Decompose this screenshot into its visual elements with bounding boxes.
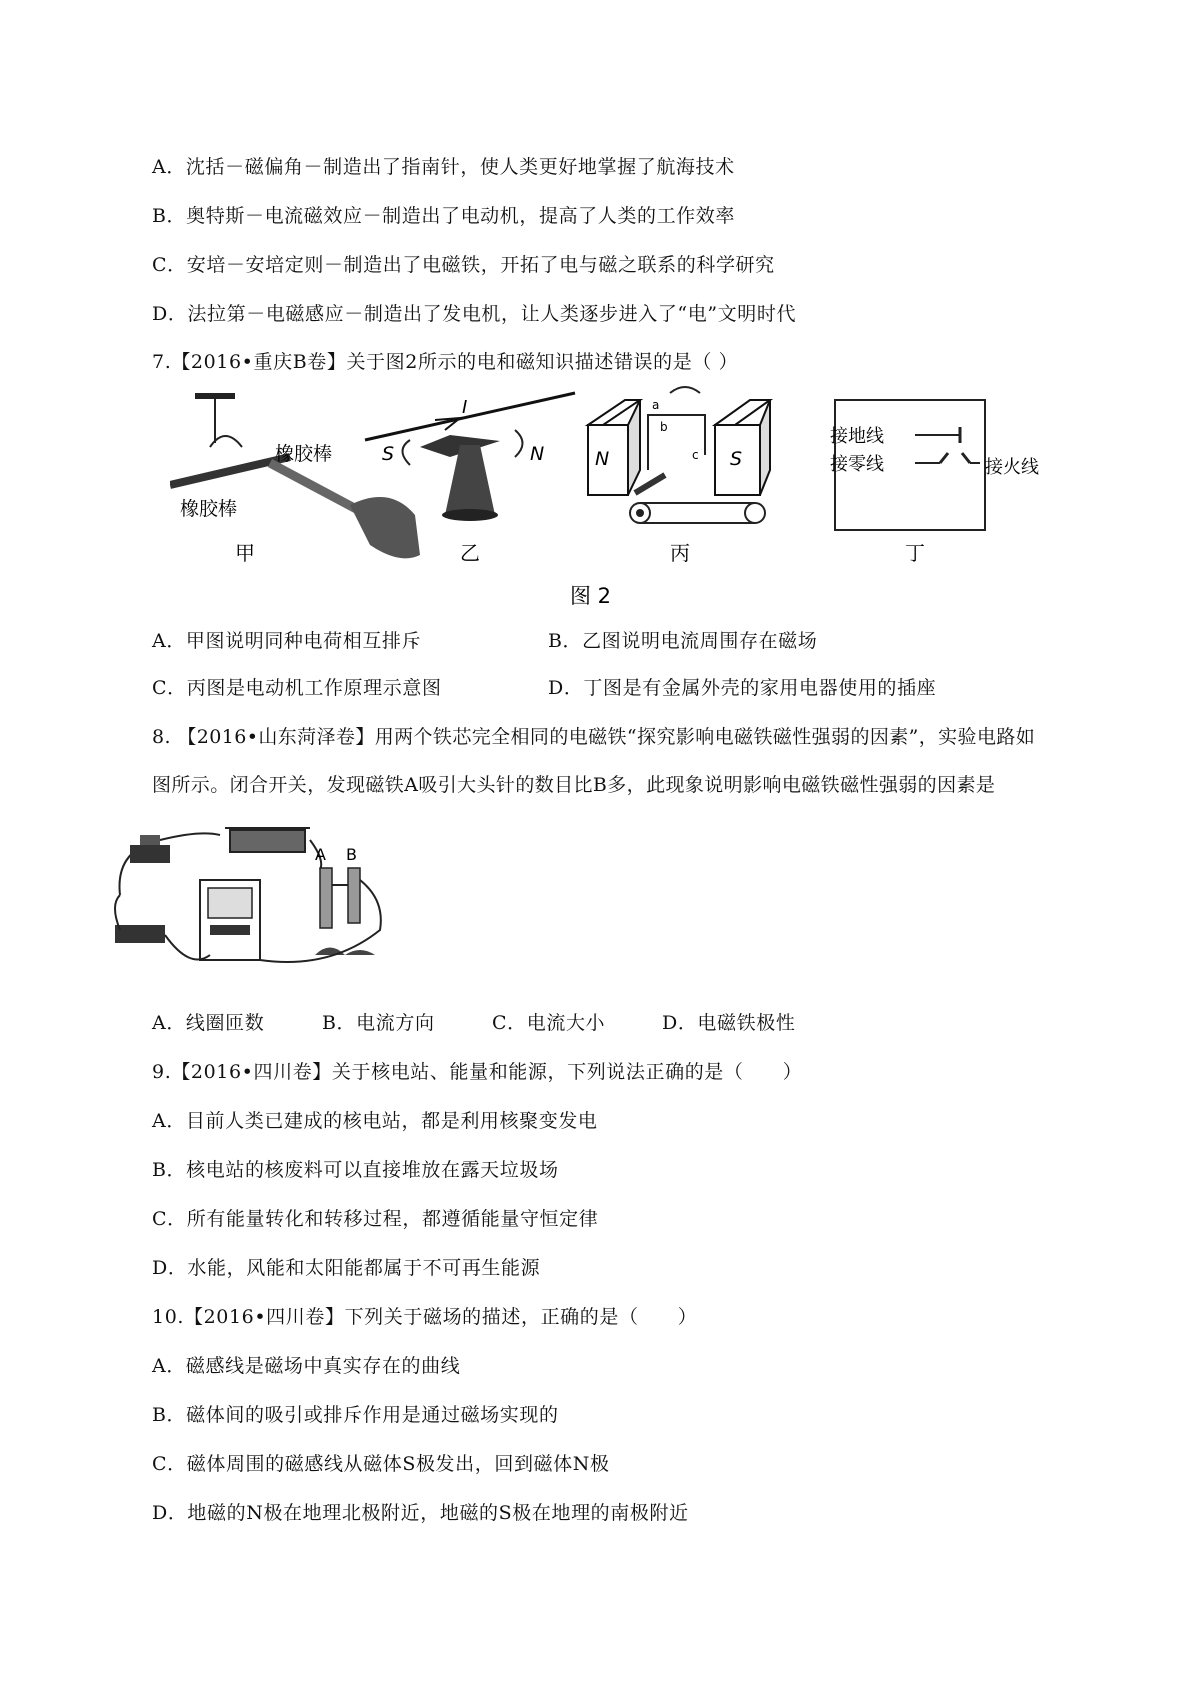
q8-stem-line-2: 图所示。闭合开关，发现磁铁A吸引大头针的数目比B多，此现象说明影响电磁铁磁性强弱的因素是 xyxy=(152,774,996,796)
q9-stem: 9.【2016•四川卷】关于核电站、能量和能源，下列说法正确的是（ ） xyxy=(152,1061,803,1083)
yi-current-label: I xyxy=(462,397,468,418)
jia-rod-label-2: 橡胶棒 xyxy=(275,443,333,465)
ding-live-label: 接火线 xyxy=(985,457,1039,478)
yi-s-label: S xyxy=(382,443,395,465)
q6-option-b: B．奥特斯－电流磁效应－制造出了电动机，提高了人类的工作效率 xyxy=(152,205,735,227)
q9-option-b: B．核电站的核废料可以直接堆放在露天垃圾场 xyxy=(152,1159,559,1181)
bing-b-label: b xyxy=(660,420,668,434)
q6-option-c: C．安培－安培定则－制造出了电磁铁，开拓了电与磁之联系的科学研究 xyxy=(152,254,775,276)
q6-option-a: A．沈括－磁偏角－制造出了指南针，使人类更好地掌握了航海技术 xyxy=(152,156,735,178)
q10-option-a: A．磁感线是磁场中真实存在的曲线 xyxy=(152,1355,461,1377)
q8-option-b: B．电流方向 xyxy=(322,1012,435,1034)
jia-rod-label-1: 橡胶棒 xyxy=(180,498,238,520)
q7-option-c: C．丙图是电动机工作原理示意图 xyxy=(152,677,442,699)
q8-option-c: C．电流大小 xyxy=(492,1012,606,1034)
q10-option-d: D．地磁的N极在地理北极附近，地磁的S极在地理的南极附近 xyxy=(152,1502,689,1524)
q9-option-a: A．目前人类已建成的核电站，都是利用核聚变发电 xyxy=(152,1110,598,1132)
bing-n-label: N xyxy=(595,448,610,470)
bing-s-label: S xyxy=(730,448,743,470)
ding-ground-label: 接地线 xyxy=(830,426,884,447)
q7-stem: 7.【2016•重庆B卷】关于图2所示的电和磁知识描述错误的是（ ） xyxy=(152,351,739,373)
q9-option-d: D．水能，风能和太阳能都属于不可再生能源 xyxy=(152,1257,541,1279)
q8-option-a: A．线圈匝数 xyxy=(152,1012,265,1034)
q6-option-d: D．法拉第－电磁感应－制造出了发电机，让人类逐步进入了“电”文明时代 xyxy=(152,303,797,325)
bing-label: 丙 xyxy=(670,541,690,565)
ding-neutral-label: 接零线 xyxy=(830,454,884,475)
figure-jia xyxy=(170,393,420,565)
yi-n-label: N xyxy=(530,443,545,465)
bing-c-label: c xyxy=(692,448,699,462)
q7-figure xyxy=(170,385,1090,620)
q10-stem: 10.【2016•四川卷】下列关于磁场的描述，正确的是（ ） xyxy=(152,1306,698,1328)
q8-circuit-figure xyxy=(110,820,420,970)
ding-label: 丁 xyxy=(905,541,925,565)
yi-label: 乙 xyxy=(460,541,480,565)
jia-label: 甲 xyxy=(235,541,255,565)
figure-caption: 图 2 xyxy=(570,584,612,608)
q8-stem-line-1: 8. 【2016•山东菏泽卷】用两个铁芯完全相同的电磁铁“探究影响电磁铁磁性强弱的因素”，实验电路如 xyxy=(152,726,1036,748)
q9-option-c: C．所有能量转化和转移过程，都遵循能量守恒定律 xyxy=(152,1208,599,1230)
q8-magnet-b-label: B xyxy=(346,845,357,864)
q8-magnet-a-label: A xyxy=(315,845,326,864)
q8-option-d: D．电磁铁极性 xyxy=(662,1012,796,1034)
figure-bing xyxy=(588,387,770,565)
q10-option-c: C．磁体周围的磁感线从磁体S极发出，回到磁体N极 xyxy=(152,1453,610,1475)
figure-ding xyxy=(830,400,1039,565)
q7-option-d: D．丁图是有金属外壳的家用电器使用的插座 xyxy=(548,677,937,699)
q10-option-b: B．磁体间的吸引或排斥作用是通过磁场实现的 xyxy=(152,1404,559,1426)
q7-option-a: A．甲图说明同种电荷相互排斥 xyxy=(152,630,422,652)
bing-a-label: a xyxy=(652,398,660,412)
q7-option-b: B．乙图说明电流周围存在磁场 xyxy=(548,630,818,652)
